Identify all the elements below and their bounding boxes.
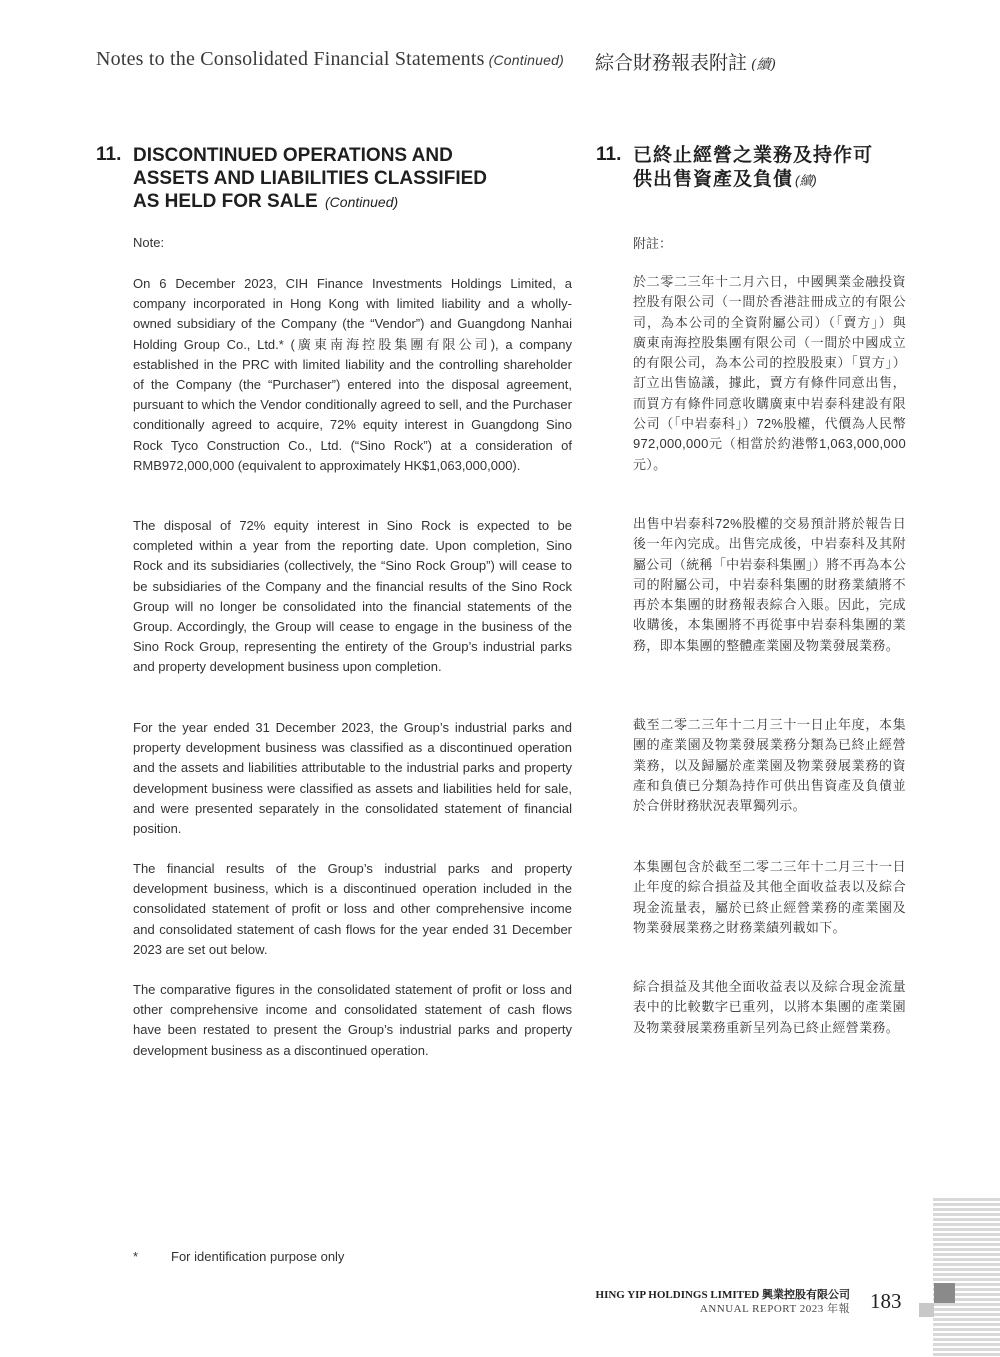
running-header-zh — [595, 48, 776, 75]
running-header-en — [96, 48, 564, 71]
section-title-continued-zh: (續) — [795, 173, 817, 188]
running-header-continued-en: (Continued) — [488, 52, 564, 68]
decorative-square-dark — [934, 1283, 955, 1303]
section-number-zh: 11. — [596, 144, 622, 165]
paragraph-zh-1: 於二零二三年十二月六日，中國興業金融投資控股有限公司（一間於香港註冊成立的有限公司，為本公司的全資附屬公司）（「賣方」）與廣東南海控股集團有限公司（一間於中國成立的有限公司，為本公司的控股股東）「買方」）訂立出售協議，據此，賣方有條件同意出售，而買方有條件同意收購廣東中岩泰科建設有限公司（「中岩泰科」）72%股權，代價為人民幣972,000,000元（相當於約港幣1,063,000,000元）。 — [633, 274, 906, 472]
running-header-continued-zh: (續) — [751, 57, 776, 73]
footer-report-name: ANNUAL REPORT 2023 年報 — [699, 1303, 850, 1315]
section-title-zh-line-2 — [633, 168, 873, 193]
paragraph-en-2: The disposal of 72% equity interest in Sino Rock is expected to be completed within a year from the reporting date. Upon completion, Sino Rock and its subsidiaries (collectively, the “Sino Rock Group”) will cease to be subsidiaries of the Company and the financial results of the Sino Rock Group will no longer be consolidated into the financial statements of the Group. Accordingly, the Group will cease to engage in the business of the Sino Rock Group, representing the entirety of the Group’s industrial parks and property development business upon completion. — [133, 518, 572, 675]
paragraph-zh-2: 出售中岩泰科72%股權的交易預計將於報告日後一年內完成。出售完成後，中岩泰科及其附屬公司（統稱「中岩泰科集團」）將不再為本公司的附屬公司，中岩泰科集團的財務業績將不再於本集團的財務報表綜合入賬。因此，完成收購後，本集團將不再從事中岩泰科集團的業務，即本集團的整體產業園及物業發展業務。 — [633, 516, 906, 653]
paragraph-en-5: The comparative figures in the consolidated statement of profit or loss and other comprehensive income and consolidated statement of cash flows have been restated to present the Group’s industrial parks and property development business as a discontinued operation. — [133, 982, 572, 1058]
footer-company-name: HING YIP HOLDINGS LIMITED 興業控股有限公司 — [595, 1289, 850, 1301]
section-number-en: 11. — [96, 144, 122, 165]
section-title-continued-en: (Continued) — [325, 194, 399, 210]
paragraph-zh-3: 截至二零二三年十二月三十一日止年度，本集團的產業園及物業發展業務分類為已終止經營業務，以及歸屬於產業園及物業發展業務的資產和負債已分類為持作可供出售資產及負債並於合併財務狀況表單獨列示。 — [633, 717, 906, 814]
paragraph-en-4: The financial results of the Group’s industrial parks and property development business, which is a discontinued operation included in the consolidated statement of profit or loss and other comprehensive income and consolidated statement of cash flows for the year ended 31 December 2023 are set out below. — [133, 861, 572, 957]
footnote-text: For identification purpose only — [171, 1249, 345, 1264]
paragraph-en-3: For the year ended 31 December 2023, the Group’s industrial parks and property development business was classified as a discontinued operation and the assets and liabilities attributable to the industrial parks and property development business were classified as assets and liabilities held for sale, and were presented separately in the consolidated statement of financial position. — [133, 720, 572, 837]
running-header-title-zh: 綜合財務報表附註 — [595, 52, 748, 74]
running-header-title-en: Notes to the Consolidated Financial Statements — [96, 48, 485, 70]
decorative-stripes — [933, 1198, 1000, 1357]
footnote-marker: * — [133, 1249, 139, 1264]
decorative-square-light — [919, 1303, 934, 1317]
section-title-en-line-3 — [133, 190, 487, 214]
section-title-zh — [633, 144, 873, 193]
section-title-en-line-1: DISCONTINUED OPERATIONS AND — [133, 145, 453, 166]
note-label-zh: 附註： — [633, 236, 673, 251]
section-title-en-line-2: ASSETS AND LIABILITIES CLASSIFIED — [133, 168, 487, 189]
section-title-zh-line-2-text: 供出售資產及負債 — [633, 169, 794, 190]
paragraph-zh-4: 本集團包含於截至二零二三年十二月三十一日止年度的綜合損益及其他全面收益表以及綜合現金流量表，屬於已終止經營業務的產業園及物業發展業務之財務業績列載如下。 — [633, 859, 906, 935]
section-title-en — [133, 144, 487, 214]
section-title-zh-line-1: 已終止經營之業務及持作可 — [633, 145, 874, 166]
paragraph-en-1: On 6 December 2023, CIH Finance Investments Holdings Limited, a company incorporated in Hong Kong with limited liability and a wholly-owned subsidiary of the Company (the “Vendor”) and Guangdong Nanhai Holding Group Co., Ltd.* (廣東南海控股集團有限公司), a company established in the PRC with limited liability and the controlling shareholder of the Company (the “Purchaser”) entered into the disposal agreement, pursuant to which the Vendor conditionally agreed to sell, and the Purchaser conditionally agreed to acquire, 72% equity interest in Guangdong Sino Rock Tyco Construction Co., Ltd. (“Sino Rock”) at a consideration of RMB972,000,000 (equivalent to approximately HK$1,063,000,000). — [133, 276, 572, 473]
page-number: 183 — [870, 1289, 902, 1313]
note-label-en: Note: — [133, 235, 165, 250]
paragraph-zh-5: 綜合損益及其他全面收益表以及綜合現金流量表中的比較數字已重列，以將本集團的產業園及物業發展業務重新呈列為已終止經營業務。 — [633, 979, 906, 1035]
section-title-en-line-3-text: AS HELD FOR SALE — [133, 191, 318, 212]
